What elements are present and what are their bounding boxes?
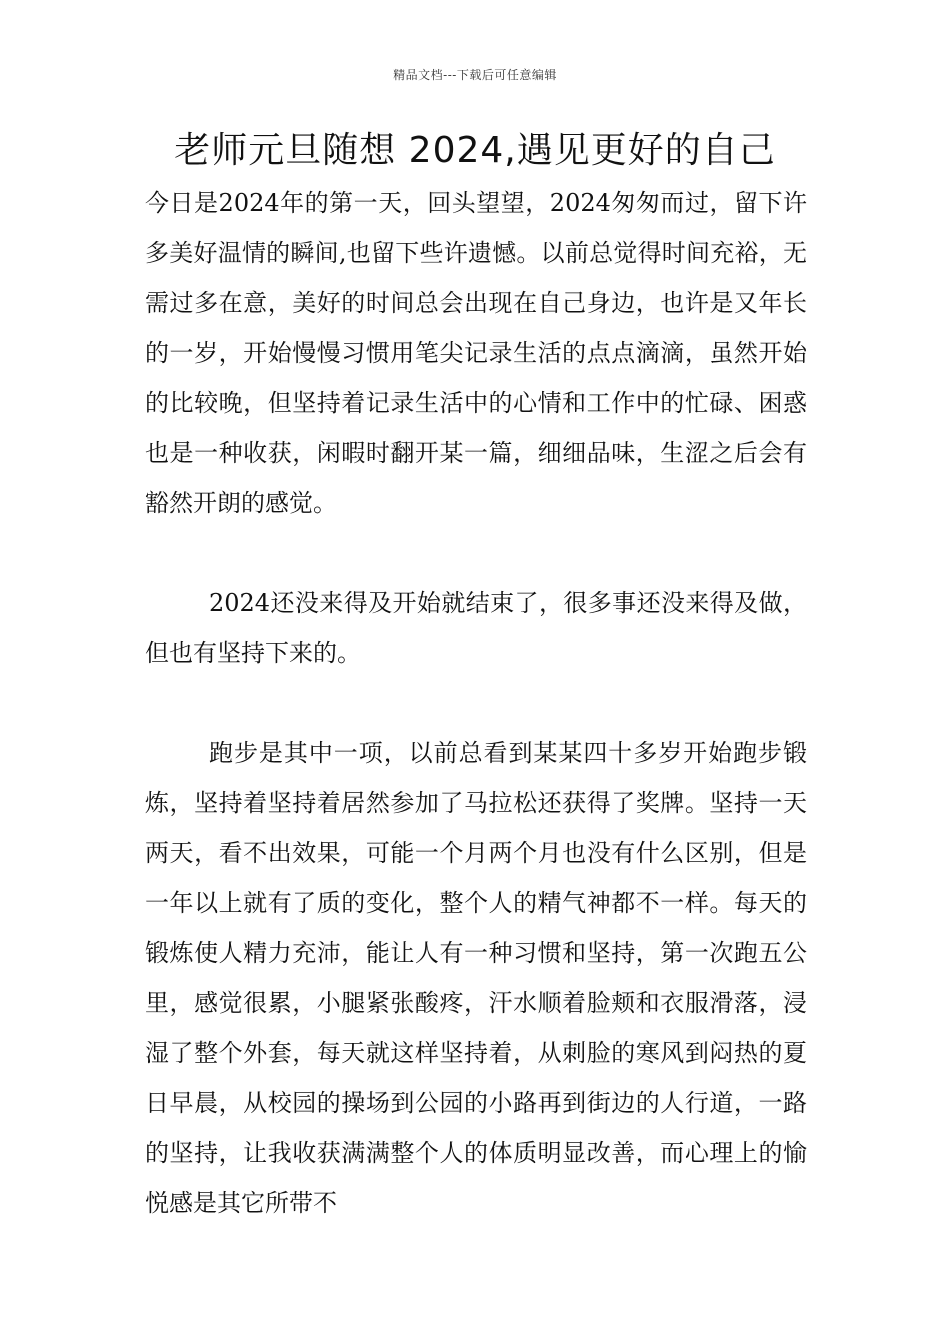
header-note: 精品文档---下载后可任意编辑 xyxy=(393,68,557,82)
document-title: 老师元旦随想 2024,遇见更好的自己 xyxy=(174,130,776,171)
document-body xyxy=(145,178,807,1228)
paragraph-intro: 今日是2024年的第一天，回头望望，2024匆匆而过，留下许多美好温情的瞬间,也留下些许遗憾。以前总觉得时间充裕，无需过多在意，美好的时间总会出现在自己身边，也许是又年长的一岁，开始慢慢习惯用笔尖记录生活的点点滴滴，虽然开始的比较晚，但坚持着记录生活中的心情和工作中的忙碌、困惑也是一种收获，闲暇时翻开某一篇，细细品味，生涩之后会有豁然开朗的感觉。 xyxy=(145,189,807,517)
paragraph-2024: 2024还没来得及开始就结束了，很多事还没来得及做，但也有坚持下来的。 xyxy=(145,589,807,667)
paragraph-spacer xyxy=(145,528,807,578)
paragraph-running: 跑步是其中一项，以前总看到某某四十多岁开始跑步锻炼，坚持着坚持着居然参加了马拉松还获得了奖牌。坚持一天两天，看不出效果，可能一个月两个月也没有什么区别，但是一年以上就有了质的变化，整个人的精气神都不一样。每天的锻炼使人精力充沛，能让人有一种习惯和坚持，第一次跑五公里，感觉很累，小腿紧张酸疼，汗水顺着脸颊和衣服滑落，浸湿了整个外套，每天就这样坚持着，从刺脸的寒风到闷热的夏日早晨，从校园的操场到公园的小路再到街边的人行道，一路的坚持，让我收获满满整个人的体质明显改善，而心理上的愉悦感是其它所带不 xyxy=(145,739,807,1217)
paragraph-spacer xyxy=(145,678,807,728)
